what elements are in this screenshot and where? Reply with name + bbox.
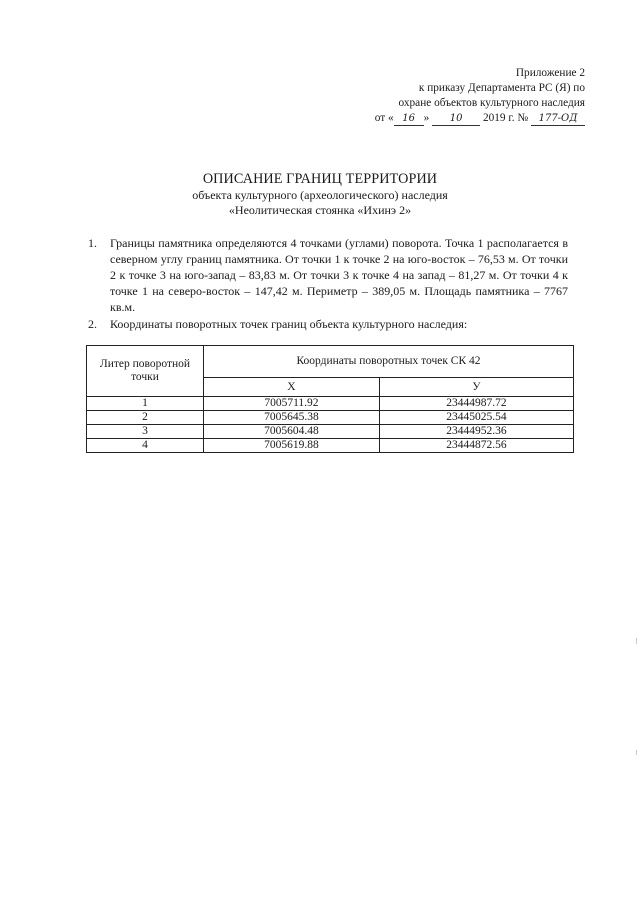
appendix-date-line [345, 111, 585, 126]
scan-edge-mark [636, 750, 637, 755]
coordinates-table [86, 345, 574, 453]
order-number: 177-ОД [531, 113, 585, 126]
document-subtitle-name: «Неолитическая стоянка «Ихинэ 2» [228, 203, 412, 217]
cell-y: 23444987.72 [379, 397, 573, 411]
list-item [88, 235, 568, 315]
appendix-department-line: охране объектов культурного наследия [398, 97, 585, 109]
date-month: 10 [432, 113, 480, 126]
scan-edge-mark [636, 638, 637, 644]
date-prefix: от « [374, 112, 394, 124]
table-row [87, 397, 574, 411]
cell-point: 3 [87, 425, 204, 439]
header-coordinates: Координаты поворотных точек СК 42 [204, 346, 574, 378]
cell-point: 2 [87, 411, 204, 425]
cell-x: 7005619.88 [204, 439, 380, 453]
appendix-header [345, 66, 585, 126]
list-number: 1. [88, 236, 97, 250]
header-y: У [379, 378, 573, 397]
cell-y: 23444872.56 [379, 439, 573, 453]
list-number: 2. [88, 317, 97, 331]
cell-point: 4 [87, 439, 204, 453]
header-literal: Литер поворотной точки [87, 346, 204, 397]
cell-y: 23445025.54 [379, 411, 573, 425]
cell-x: 7005604.48 [204, 425, 380, 439]
date-year: 2019 г. № [482, 112, 529, 124]
appendix-label: Приложение 2 [515, 67, 585, 79]
appendix-order-line: к приказу Департамента РС (Я) по [418, 82, 585, 94]
table-row [87, 411, 574, 425]
header-x: X [204, 378, 380, 397]
cell-point: 1 [87, 397, 204, 411]
document-subtitle-object: объекта культурного (археологического) наследия [192, 188, 448, 202]
document-title: ОПИСАНИЕ ГРАНИЦ ТЕРРИТОРИИ [202, 171, 438, 187]
cell-x: 7005645.38 [204, 411, 380, 425]
cell-y: 23444952.36 [379, 425, 573, 439]
date-mid: » [423, 112, 430, 124]
table-row [87, 439, 574, 453]
list-item [88, 316, 568, 332]
table-row [87, 425, 574, 439]
cell-x: 7005711.92 [204, 397, 380, 411]
title-block [0, 170, 640, 218]
list-text: Границы памятника определяются 4 точками (углами) поворота. Точка 1 располагается в северном углу границ памятника. От точки 1 к точке 2 на юго-восток – 76,53 м. От точки 2 к точке 3 на юго-запад – 83,83 м. От точки 3 к точке 4 на запад – 81,27 м. От точки 4 к точке 1 на северо-восток – 147,42 м. Периметр – 389,05 м. Площадь памятника – 7767 кв.м. [110, 236, 568, 314]
list-text: Координаты поворотных точек границ объекта культурного наследия: [110, 317, 468, 331]
description-list [88, 235, 568, 332]
date-day: 16 [394, 113, 424, 126]
